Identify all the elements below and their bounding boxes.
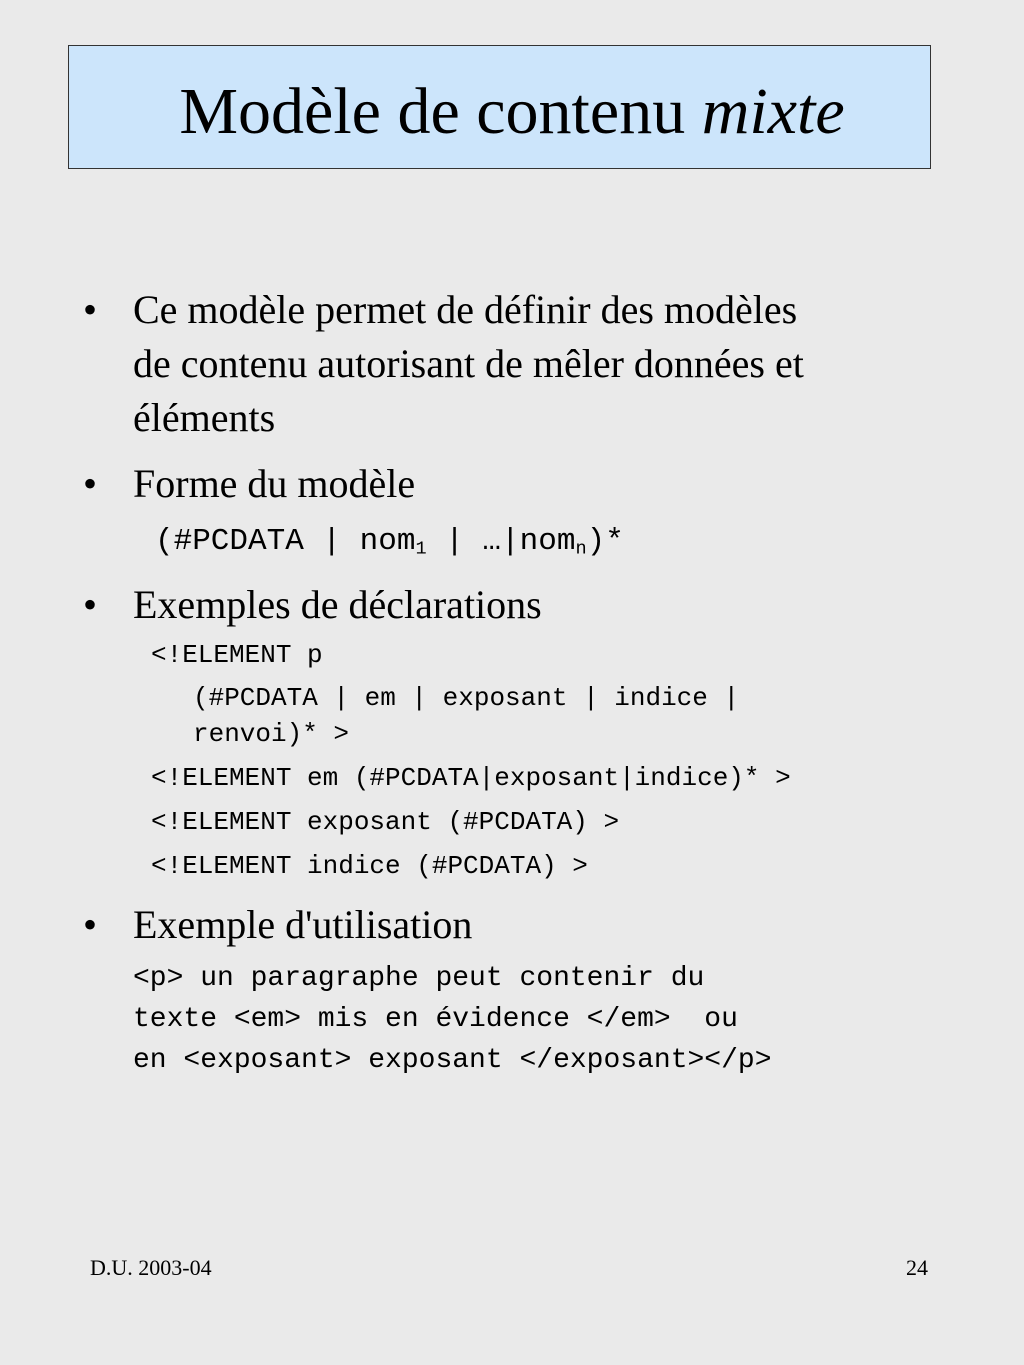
slide-title <box>0 68 1024 156</box>
code-line: texte <em> mis en évidence </em> ou <box>133 1004 738 1035</box>
page-number: 24 <box>906 1255 928 1280</box>
title-italic: mixte <box>701 75 845 148</box>
model-syntax: (#PCDATA | nom$_1$ | …|nom$_n$)* <box>155 524 624 560</box>
code-line: <!ELEMENT indice (#PCDATA) > <box>151 851 588 881</box>
bullet-text: Ce modèle permet de définir des modèles de contenu autorisant de mêler données et éléments <box>133 287 804 440</box>
bullet-marker: • <box>83 461 98 506</box>
bullet-text: Exemple d'utilisation <box>133 902 473 947</box>
bullet-marker: • <box>83 287 98 332</box>
code-line: <!ELEMENT exposant (#PCDATA) > <box>151 807 620 837</box>
code-line: <p> un paragraphe peut contenir du <box>133 963 705 994</box>
footer-left: D.U. 2003-04 <box>90 1255 212 1280</box>
subscript-n: n <box>575 538 587 560</box>
code-line: <!ELEMENT p <box>151 640 323 670</box>
code-line: renvoi)* > <box>193 719 350 749</box>
bullet-text: Exemples de déclarations <box>133 582 542 627</box>
subscript-1: 1 <box>415 538 427 560</box>
code-line: en <exposant> exposant </exposant></p> <box>133 1045 772 1076</box>
title-main: Modèle de contenu <box>179 75 702 148</box>
bullet-marker: • <box>83 582 98 627</box>
code-line: (#PCDATA | em | exposant | indice | <box>193 683 740 713</box>
code-line: <!ELEMENT em (#PCDATA|exposant|indice)* > <box>151 763 791 793</box>
bullet-marker: • <box>83 902 98 947</box>
bullet-text: Forme du modèle <box>133 461 416 506</box>
